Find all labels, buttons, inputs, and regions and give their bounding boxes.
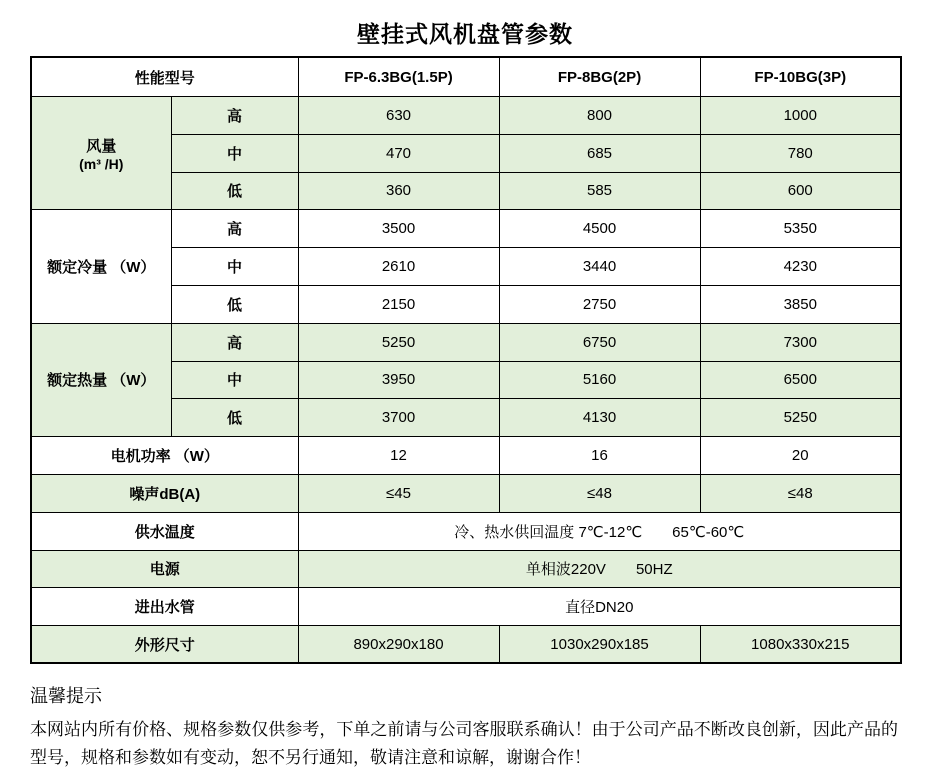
value-cell-2: 1080x330x215 — [700, 626, 901, 664]
simple-row-3 — [31, 550, 901, 588]
row-label-4: 进出水管 — [31, 588, 298, 626]
row-label-1: 噪声dB(A) — [31, 474, 298, 512]
group-name: 风量 — [86, 137, 117, 155]
model-header-0: FP-6.3BG(1.5P) — [298, 57, 499, 97]
level-cell: 高 — [171, 323, 298, 361]
value-cell-1: 800 — [499, 97, 700, 135]
group-label-0 — [31, 97, 171, 210]
level-cell: 低 — [171, 285, 298, 323]
value-cell-0: 630 — [298, 97, 499, 135]
value-cell-1: 685 — [499, 134, 700, 172]
group-unit: (m³ /H) — [79, 155, 124, 172]
spec-table — [30, 56, 902, 664]
value-cell-0: 890x290x180 — [298, 626, 499, 664]
value-cell-2: 780 — [700, 134, 901, 172]
table-body — [31, 97, 901, 664]
simple-row-4 — [31, 588, 901, 626]
value-cell-2: 20 — [700, 437, 901, 475]
group-label-1 — [31, 210, 171, 323]
value-cell-2: 5250 — [700, 399, 901, 437]
value-cell-2: ≤48 — [700, 474, 901, 512]
simple-row-1 — [31, 474, 901, 512]
value-cell-0: 470 — [298, 134, 499, 172]
level-cell: 低 — [171, 399, 298, 437]
value-cell-2: 600 — [700, 172, 901, 210]
value-cell-0: ≤45 — [298, 474, 499, 512]
value-cell-0: 2150 — [298, 285, 499, 323]
notice-section — [30, 682, 898, 772]
value-cell-0: 360 — [298, 172, 499, 210]
group-1-row-0 — [31, 210, 901, 248]
level-cell: 中 — [171, 248, 298, 286]
value-cell-1: 2750 — [499, 285, 700, 323]
notice-body: 本网站内所有价格、规格参数仅供参考，下单之前请与公司客服联系确认！由于公司产品不断改良创新，因此产品的型号，规格和参数如有变动，恕不另行通知，敬请注意和谅解，谢谢合作！ — [30, 720, 898, 767]
value-cell-1: ≤48 — [499, 474, 700, 512]
value-cell-0: 3700 — [298, 399, 499, 437]
value-cell-2: 1000 — [700, 97, 901, 135]
row-label-5: 外形尺寸 — [31, 626, 298, 664]
level-cell: 中 — [171, 134, 298, 172]
value-cell-2: 3850 — [700, 285, 901, 323]
row-label-3: 电源 — [31, 550, 298, 588]
value-cell-1: 1030x290x185 — [499, 626, 700, 664]
value-cell-0: 2610 — [298, 248, 499, 286]
level-cell: 高 — [171, 97, 298, 135]
value-cell-1: 6750 — [499, 323, 700, 361]
row-label-0: 电机功率 （W） — [31, 437, 298, 475]
performance-model-header: 性能型号 — [31, 57, 298, 97]
value-cell-0: 12 — [298, 437, 499, 475]
value-cell-1: 585 — [499, 172, 700, 210]
model-header-1: FP-8BG(2P) — [499, 57, 700, 97]
model-header-2: FP-10BG(3P) — [700, 57, 901, 97]
value-cell-2: 7300 — [700, 323, 901, 361]
row-label-2: 供水温度 — [31, 512, 298, 550]
value-cell-2: 5350 — [700, 210, 901, 248]
header-row — [31, 57, 901, 97]
value-cell-1: 5160 — [499, 361, 700, 399]
simple-row-2 — [31, 512, 901, 550]
merged-value-cell: 直径DN20 — [298, 588, 901, 626]
notice-heading: 温馨提示 — [30, 686, 102, 706]
simple-row-5 — [31, 626, 901, 664]
table-header — [31, 57, 901, 97]
value-cell-0: 3950 — [298, 361, 499, 399]
group-name: 额定热量 （W） — [47, 372, 156, 390]
value-cell-0: 3500 — [298, 210, 499, 248]
value-cell-1: 3440 — [499, 248, 700, 286]
value-cell-1: 16 — [499, 437, 700, 475]
value-cell-0: 5250 — [298, 323, 499, 361]
merged-value-cell: 冷、热水供回温度 7℃-12℃ 65℃-60℃ — [298, 512, 901, 550]
page-title: 壁挂式风机盘管参数 — [357, 21, 573, 47]
value-cell-2: 6500 — [700, 361, 901, 399]
group-2-row-0 — [31, 323, 901, 361]
value-cell-1: 4130 — [499, 399, 700, 437]
value-cell-2: 4230 — [700, 248, 901, 286]
group-name: 额定冷量 （W） — [47, 259, 156, 277]
merged-value-cell: 单相波220V 50HZ — [298, 550, 901, 588]
level-cell: 低 — [171, 172, 298, 210]
level-cell: 中 — [171, 361, 298, 399]
value-cell-1: 4500 — [499, 210, 700, 248]
level-cell: 高 — [171, 210, 298, 248]
simple-row-0 — [31, 437, 901, 475]
group-label-2 — [31, 323, 171, 436]
group-0-row-0 — [31, 97, 901, 135]
